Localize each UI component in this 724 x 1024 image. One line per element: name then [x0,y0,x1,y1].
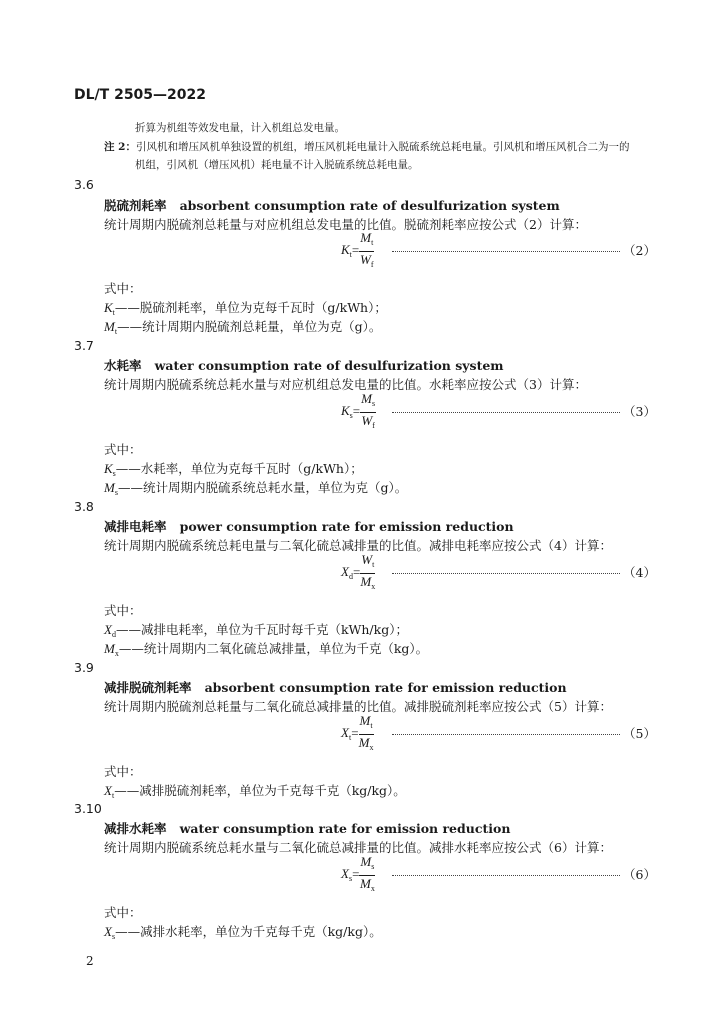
term-heading [104,356,504,374]
term-cn: 脱硫剂耗率 [104,198,167,213]
term-definition: 统计周期内脱硫系统总耗电量与二氧化硫总减排量的比值。减排电耗率应按公式（4）计算： [104,538,612,553]
term-cn: 减排水耗率 [104,821,167,836]
term-heading [104,819,510,837]
variable-definition: $M_t——$统计周期内脱硫剂总耗量，单位为克（g）。 [104,319,382,336]
term-cn: 水耗率 [104,358,142,373]
section-number: 3.7 [74,338,94,353]
where-label: 式中： [104,442,142,457]
note-2 [104,139,629,154]
term-heading [104,517,514,535]
variable-definition: $X_d——$减排电耗率，单位为千瓦时每千克（kWh/kg）； [104,622,408,639]
where-label: 式中： [104,905,142,920]
section-number: 3.9 [74,660,94,675]
formula-3: $K_s=$ $\frac{M_s}{W_f}$ [341,391,376,430]
term-en: power consumption rate for emission reduction [179,519,514,534]
formula-5: $X_t=$ $\frac{M_t}{M_x}$ [341,713,374,752]
section-number: 3.8 [74,499,94,514]
leader-dots [392,250,620,252]
equation-number: （5） [623,726,656,741]
term-cn: 减排脱硫剂耗率 [104,680,192,695]
document-id: DL/T 2505—2022 [74,87,207,103]
term-en: absorbent consumption rate for emission reduction [204,680,567,695]
section-number: 3.6 [74,177,94,192]
equation-number: （3） [623,404,656,419]
equation-number: （2） [623,243,656,258]
term-en: water consumption rate for emission reduction [179,821,511,836]
leader-dots [392,733,620,735]
variable-definition: $M_x——$统计周期内二氧化硫总减排量，单位为千克（kg）。 [104,641,429,658]
term-cn: 减排电耗率 [104,519,167,534]
equation-number: （6） [623,867,656,882]
term-definition: 统计周期内脱硫剂总耗量与对应机组总发电量的比值。脱硫剂耗率应按公式（2）计算： [104,217,587,232]
variable-definition: $K_t——$脱硫剂耗率，单位为克每千瓦时（g/kWh）； [104,300,387,317]
where-label: 式中： [104,764,142,779]
formula-2: $K_t=$ $\frac{M_t}{W_f}$ [341,230,374,269]
term-definition: 统计周期内脱硫剂总耗量与二氧化硫总减排量的比值。减排脱硫剂耗率应按公式（5）计算： [104,699,612,714]
variable-definition: $M_s——$统计周期内脱硫系统总耗水量，单位为克（g）。 [104,480,408,497]
leader-dots [392,572,620,574]
variable-definition: $K_s——$水耗率，单位为克每千瓦时（g/kWh）； [104,461,363,478]
leader-dots [392,411,620,413]
term-heading [104,196,560,214]
note-2-label: 注 2： [104,141,136,153]
term-en: water consumption rate of desulfurization system [154,358,504,373]
term-definition: 统计周期内脱硫系统总耗水量与二氧化硫总减排量的比值。减排水耗率应按公式（6）计算： [104,840,612,855]
where-label: 式中： [104,281,142,296]
formula-4: $X_d=$ $\frac{W_t}{M_x}$ [341,552,376,591]
variable-definition: $X_s——$减排水耗率，单位为千克每千克（kg/kg）。 [104,924,382,941]
term-en: absorbent consumption rate of desulfurization system [179,198,560,213]
variable-definition: $X_t——$减排脱硫剂耗率，单位为千克每千克（kg/kg）。 [104,783,406,800]
leader-dots [392,874,620,876]
equation-number: （4） [623,565,656,580]
term-heading [104,678,567,696]
note-2-text: 引风机和增压风机单独设置的机组，增压风机耗电量计入脱硫系统总耗电量。引风机和增压风机合二为一的 [135,141,630,153]
term-definition: 统计周期内脱硫系统总耗水量与对应机组总发电量的比值。水耗率应按公式（3）计算： [104,377,587,392]
note-2-continued: 机组，引风机（增压风机）耗电量不计入脱硫系统总耗电量。 [135,159,419,171]
page-number: 2 [86,954,94,968]
note-continuation: 折算为机组等效发电量，计入机组总发电量。 [135,122,345,134]
where-label: 式中： [104,603,142,618]
section-number: 3.10 [74,801,102,816]
formula-6: $X_s=$ $\frac{M_s}{M_x}$ [341,854,375,893]
